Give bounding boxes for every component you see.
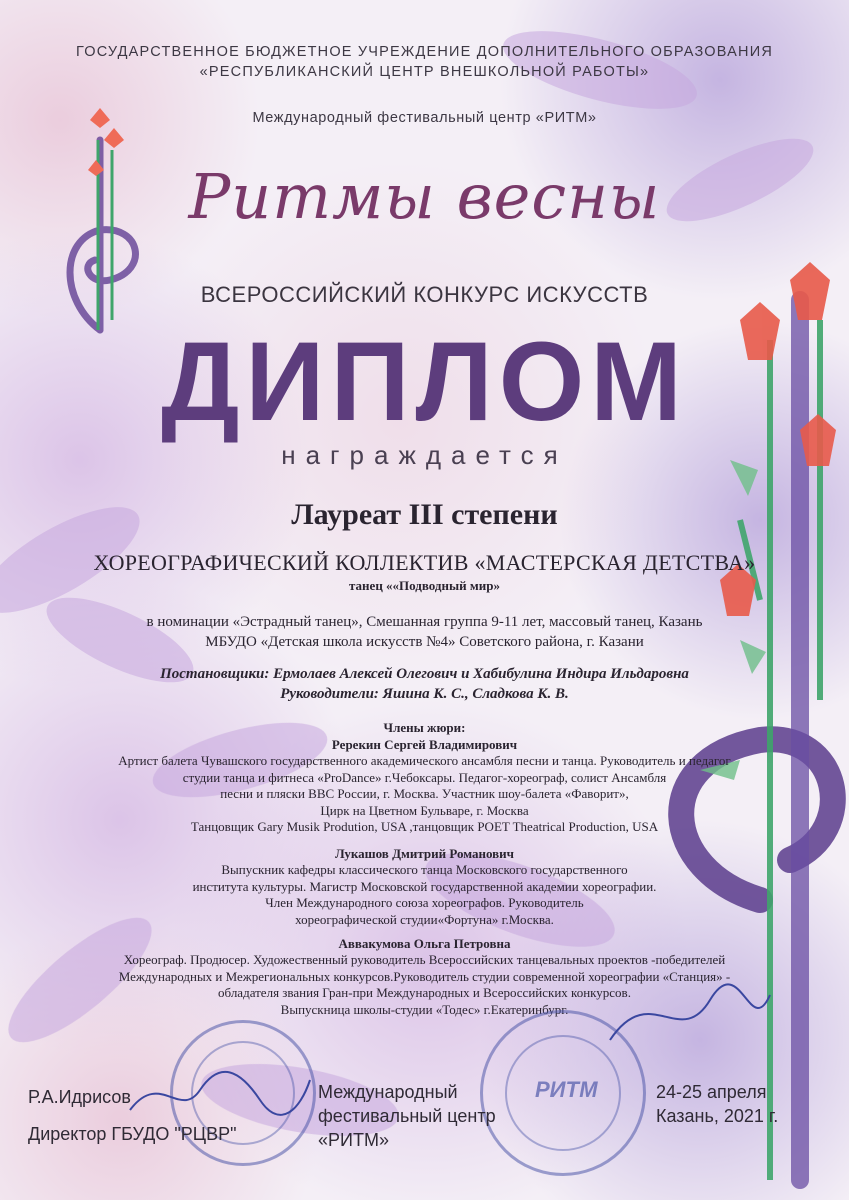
staff-block xyxy=(0,664,849,704)
jury-member-desc-line: Выпускник кафедры классического танца Московского государственного xyxy=(221,862,628,877)
contest-title: ВСЕРОССИЙСКИЙ КОНКУРС ИСКУССТВ xyxy=(200,282,649,307)
organization-header xyxy=(0,42,849,82)
jury-member-name: Ререкин Сергей Владимирович xyxy=(331,737,518,752)
dance-title: танец ««Подводный мир» xyxy=(349,578,500,593)
festival-center-footer xyxy=(318,1080,496,1152)
festival-center-line: Международный фестивальный центр «РИТМ» xyxy=(252,110,597,126)
leaders-line: Руководители: Яшина К. С., Сладкова К. В. xyxy=(280,686,569,702)
jury-member-desc-line: Член Международного союза хореографов. Руководитель xyxy=(265,895,584,910)
jury-member-desc-line: хореографической студии«Фортуна» г.Москва. xyxy=(295,911,554,927)
center-line-1: Международный xyxy=(318,1082,458,1102)
jury-member-name: Лукашов Дмитрий Романович xyxy=(334,846,515,861)
jury-title: Члены жюри: xyxy=(383,720,466,735)
jury-member-desc-line: института культуры. Магистр Московской государственной академии хореографии. xyxy=(192,878,657,894)
diploma-title: ДИПЛОМ xyxy=(161,318,688,445)
awarded-label: награждается xyxy=(281,440,568,470)
jury-member-desc-line: студии танца и фитнеса «ProDance» г.Чебоксары. Педагог-хореограф, солист Ансамбля xyxy=(182,769,667,785)
jury-member-1 xyxy=(0,737,849,836)
dates-line-2: Казань, 2021 г. xyxy=(656,1106,779,1126)
jury-member-desc-line: песни и пляски ВВС России, г. Москва. Участник шоу-балета «Фаворит», xyxy=(220,786,629,801)
jury-member-desc-line: обладателя звания Гран-при Международных и Всероссийских конкурсов. xyxy=(218,985,631,1000)
signature-director xyxy=(120,1060,320,1130)
jury-member-desc-line: Артист балета Чувашского государственного академического ансамбля песни и танца. Руководитель и педагог xyxy=(118,753,731,768)
nomination-block xyxy=(0,612,849,652)
jury-member-desc-line: Цирк на Цветном Бульваре, г. Москва xyxy=(320,802,529,818)
jury-member-2 xyxy=(0,846,849,928)
signer-role: Директор ГБУДО "РЦВР" xyxy=(28,1124,237,1144)
jury-member-desc-line: Выпускница школы-студии «Тодес» г.Екатеринбург. xyxy=(280,1001,569,1017)
festival-logo-script: Ритмы весны xyxy=(188,160,661,233)
signature-jury xyxy=(600,980,780,1060)
jury-member-desc-line: Танцовщик Gary Musik Prodution, USA ,танцовщик POET Theatrical Production, USA xyxy=(190,819,659,834)
directors-line: Постановщики: Ермолаев Алексей Олегович и Хабибулина Индира Ильдаровна xyxy=(160,666,689,682)
dates-line-1: 24-25 апреля xyxy=(656,1082,767,1102)
org-line-1: ГОСУДАРСТВЕННОЕ БЮДЖЕТНОЕ УЧРЕЖДЕНИЕ ДОПОЛНИТЕЛЬНОГО ОБРАЗОВАНИЯ xyxy=(76,44,773,60)
org-line-2: «РЕСПУБЛИКАНСКИЙ ЦЕНТР ВНЕШКОЛЬНОЙ РАБОТЫ» xyxy=(199,64,650,80)
event-dates xyxy=(656,1080,778,1128)
laureate-degree: Лауреат III степени xyxy=(291,498,558,531)
center-line-2: фестивальный центр xyxy=(318,1106,496,1126)
collective-name: ХОРЕОГРАФИЧЕСКИЙ КОЛЛЕКТИВ «МАСТЕРСКАЯ ДЕТСТВА» xyxy=(93,550,756,575)
jury-member-desc-line: Международных и Межрегиональных конкурсов.Руководитель студии современной хореографии «Станция» - xyxy=(118,968,731,984)
jury-member-name: Аввакумова Ольга Петровна xyxy=(338,936,511,951)
signer-name: Р.А.Идрисов xyxy=(28,1087,131,1107)
stamp-ritm-text: РИТМ xyxy=(535,1077,598,1102)
nomination-line-2: МБУДО «Детская школа искусств №4» Советского района, г. Казани xyxy=(205,634,644,650)
center-line-3: «РИТМ» xyxy=(318,1130,389,1150)
jury-member-desc-line: Хореограф. Продюсер. Художественный руководитель Всероссийских танцевальных проектов -победителей xyxy=(123,952,726,967)
nomination-line-1: в номинации «Эстрадный танец», Смешанная группа 9-11 лет, массовый танец, Казань xyxy=(146,614,703,630)
